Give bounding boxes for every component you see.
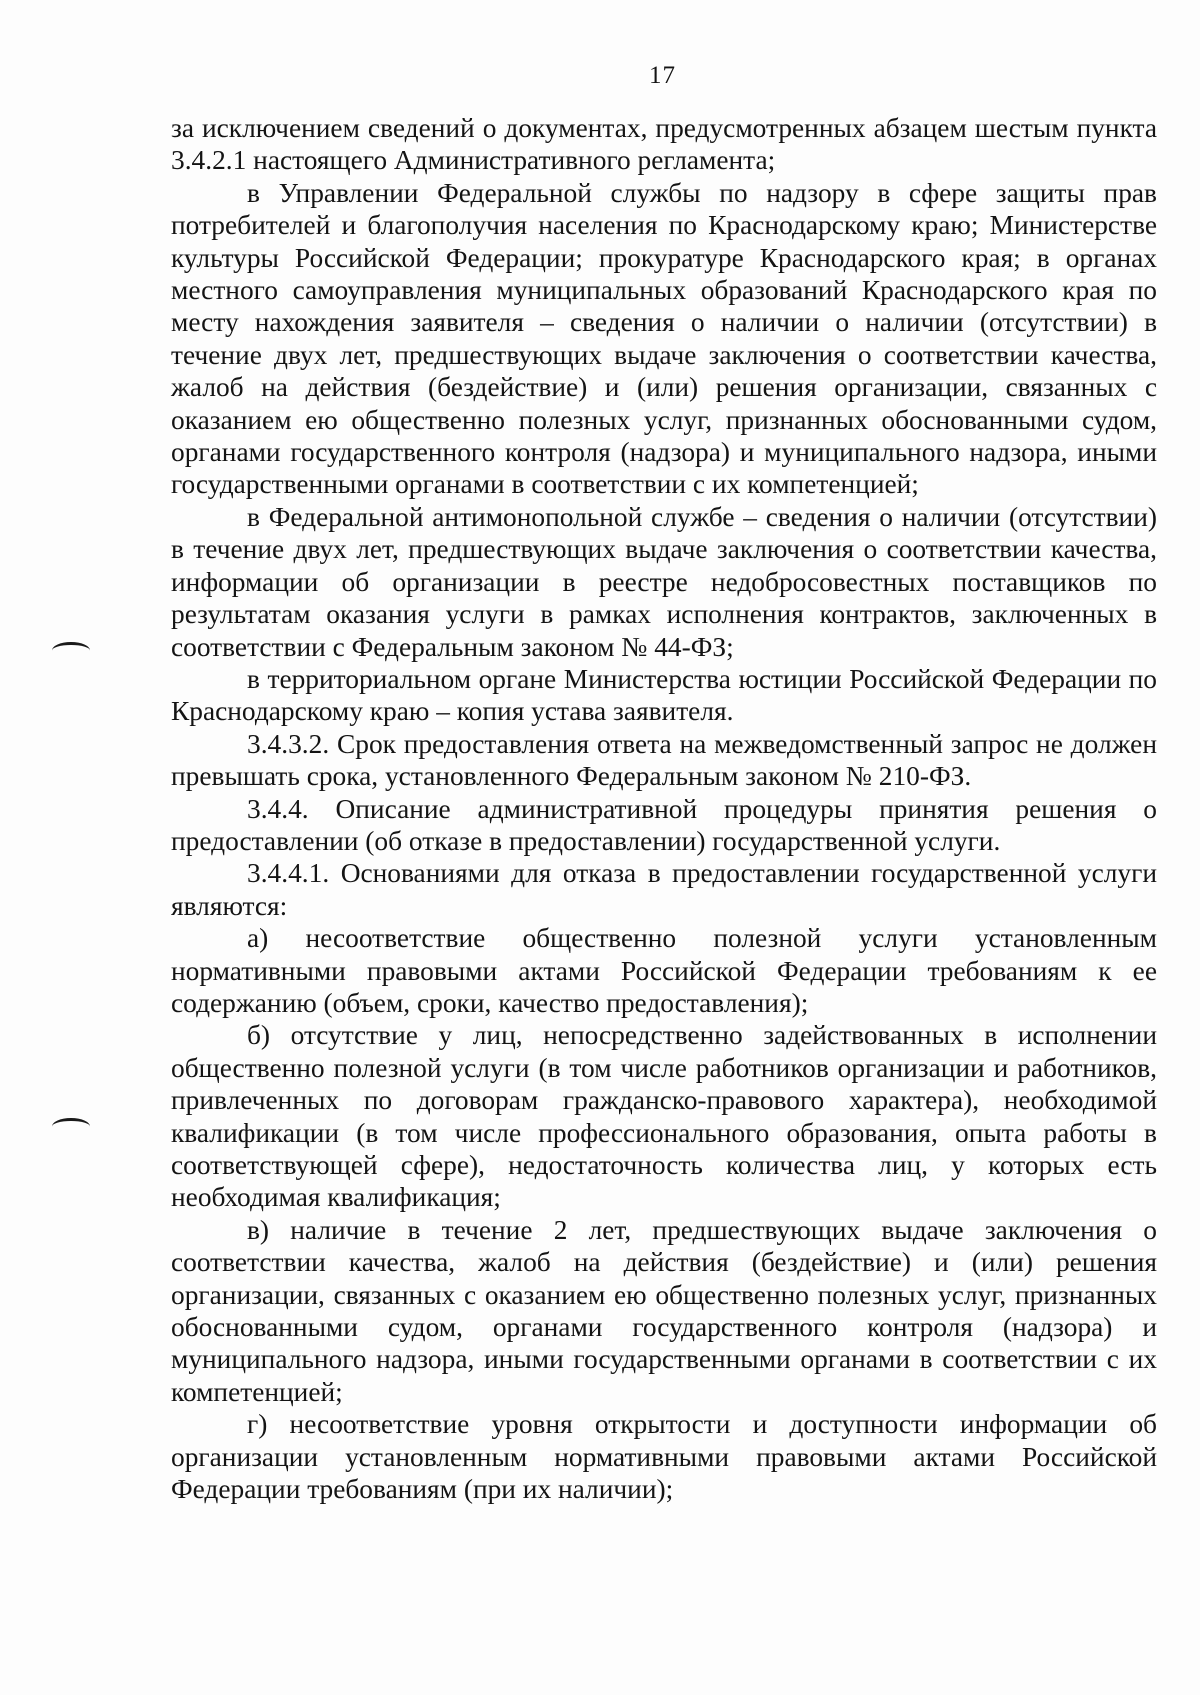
list-item-a: а) несоответствие общественно полезной услуги установленным нормативными правовыми актами Российской Федерации требованиям к ее содержанию (объем, сроки, качество предоставления); xyxy=(171,923,1157,1018)
paragraph-continuation: за исключением сведений о документах, предусмотренных абзацем шестым пункта 3.4.2.1 настоящего Административного регламента; xyxy=(171,113,1157,176)
list-item-b: б) отсутствие у лиц, непосредственно задействованных в исполнении общественно полезной услуги (в том числе работников организации и работников, привлеченных по договорам гражданско-правового характера), необходимой квалификации (в том числе профессионального образования, опыта работы в соответствующей сфере), недостаточность количества лиц, у которых есть необходимая квалификация; xyxy=(171,1020,1157,1213)
document-body xyxy=(171,112,1157,1505)
margin-arc-mark xyxy=(52,642,90,659)
list-item-v: в) наличие в течение 2 лет, предшествующих выдаче заключения о соответствии качества, жалоб на действия (бездействие) и (или) решения организации, связанных с оказанием ею общественно полезных услуг, признанных обоснованными судом, органами государственного контроля (надзора) и муниципального надзора, иными государственными органами в соответствии с их компетенцией; xyxy=(171,1214,1157,1407)
paragraph-3-4-4-1: 3.4.4.1. Основаниями для отказа в предоставлении государственной услуги являются: xyxy=(171,858,1157,921)
paragraph-minjust: в территориальном органе Министерства юстиции Российской Федерации по Краснодарскому краю – копия устава заявителя. xyxy=(171,663,1157,727)
paragraph-fas: в Федеральной антимонопольной службе – сведения о наличии (отсутствии) в течение двух лет, предшествующих выдаче заключения о соответствии качества, информации об организации в реестре недобросовестных поставщиков по результатам оказания услуги в рамках исполнения контрактов, заключенных в соответствии с Федеральным законом № 44-ФЗ; xyxy=(171,501,1157,662)
paragraph-3-4-3-2: 3.4.3.2. Срок предоставления ответа на межведомственный запрос не должен превышать срока, установленного Федеральным законом № 210-ФЗ. xyxy=(171,728,1157,792)
margin-arc-mark xyxy=(52,1118,90,1135)
paragraph-rospotrebnadzor: в Управлении Федеральной службы по надзору в сфере защиты прав потребителей и благополучия населения по Краснодарскому краю; Министерстве культуры Российской Федерации; прокуратуре Краснодарского края; в органах местного самоуправления муниципальных образований Краснодарского края по месту нахождения заявителя – сведения о наличии о наличии (отсутствии) в течение двух лет, предшествующих выдаче заключения о соответствии качества, жалоб на действия (бездействие) и (или) решения организации, связанных с оказанием ею общественно полезных услуг, признанных обоснованными судом, органами государственного контроля (надзора) и муниципального надзора, иными государственными органами в соответствии с их компетенцией; xyxy=(171,177,1157,500)
list-item-g: г) несоответствие уровня открытости и доступности информации об организации установленным нормативными правовыми актами Российской Федерации требованиям (при их наличии); xyxy=(171,1409,1157,1505)
page-number: 17 xyxy=(649,62,676,89)
paragraph-3-4-4: 3.4.4. Описание административной процедуры принятия решения о предоставлении (об отказе в предоставлении) государственной услуги. xyxy=(171,793,1157,856)
